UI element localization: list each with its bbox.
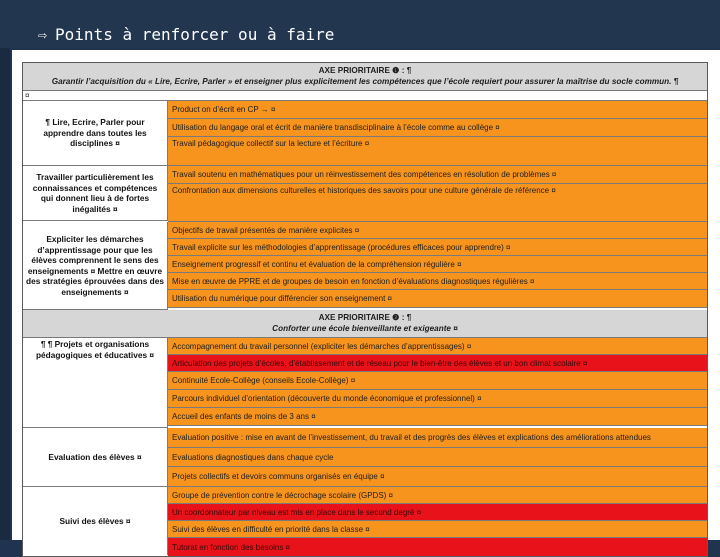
table-row: Groupe de prévention contre le décrochage scolaire (GPDS) ¤ bbox=[168, 487, 707, 504]
table-row: Utilisation du langage oral et écrit de manière transdisciplinaire à l’école comme au collège ¤ bbox=[168, 119, 707, 137]
axe1-group-3 bbox=[23, 222, 707, 310]
axe2-subtitle: Conforter une école bienveillante et exigeante ¤ bbox=[272, 324, 458, 333]
table-row: Tutorat en fonction des besoins ¤ bbox=[168, 538, 707, 556]
table-row: Evaluations diagnostiques dans chaque cycle bbox=[168, 448, 707, 467]
slide-heading bbox=[38, 24, 334, 46]
axe2-group-2 bbox=[23, 428, 707, 487]
axe1-group-1-label: ¶ Lire, Ecrire, Parler pour apprendre dans toutes les disciplines ¤ bbox=[23, 101, 168, 166]
table-row: Parcours individuel d’orientation (découverte du monde économique et professionnel) ¤ bbox=[168, 390, 707, 408]
table-row: Travail explicite sur les méthodologies d’apprentissage (procédures efficaces pour apprendre) ¤ bbox=[168, 239, 707, 256]
table-row: Evaluation positive : mise en avant de l’investissement, du travail et des progrès des élèves et explications des améliorations attendues bbox=[168, 428, 707, 448]
table-row: Accueil des enfants de moins de 3 ans ¤ bbox=[168, 408, 707, 426]
priority-table bbox=[22, 62, 708, 557]
axe1-separator: ¤ bbox=[23, 91, 707, 101]
left-border bbox=[0, 48, 10, 540]
table-row: Mise en œuvre de PPRE et de groupes de besoin en fonction d’évaluations diagnostiques régulières ¤ bbox=[168, 273, 707, 290]
axe2-group-1 bbox=[23, 338, 707, 428]
table-row: Articulation des projets d’écoles, d’établissement et de réseau pour le bien-être des élèves et un bon climat scolaire ¤ bbox=[168, 355, 707, 372]
table-row: Travail pédagogique collectif sur la lecture et l’écriture ¤ bbox=[168, 137, 707, 166]
axe2-group-3 bbox=[23, 487, 707, 556]
arrow-icon: ⇨ bbox=[38, 26, 48, 44]
slide-title: Points à renforcer ou à faire bbox=[55, 25, 335, 44]
table-row: Objectifs de travail présentés de manière explicites ¤ bbox=[168, 222, 707, 239]
table-row: Projets collectifs et devoirs communs organisés en équipe ¤ bbox=[168, 467, 707, 487]
table-row: Suivi des élèves en difficulté en priorité dans la classe ¤ bbox=[168, 521, 707, 538]
axe2-group-1-label: ¶ ¶ Projets et organisations pédagogiques et éducatives ¤ bbox=[23, 338, 168, 428]
axe1-group-2-label: Travailler particulièrement les connaissances et compétences qui donnent lieu à de fortes inégalités ¤ bbox=[23, 166, 168, 221]
table-row: Product on d’écrit en CP → ¤ bbox=[168, 101, 707, 119]
axe1-title: AXE PRIORITAIRE ❶ : ¶ bbox=[318, 66, 412, 75]
table-row: Confrontation aux dimensions culturelles et historiques des savoirs pour une culture générale de référence ¤ bbox=[168, 184, 707, 222]
axe2-group-2-label: Evaluation des élèves ¤ bbox=[23, 428, 168, 487]
axe1-group-1 bbox=[23, 101, 707, 166]
table-row: Accompagnement du travail personnel (expliciter les démarches d’apprentissages) ¤ bbox=[168, 338, 707, 355]
axe1-subtitle: Garantir l’acquisition du « Lire, Ecrire, Parler » et enseigner plus explicitement les compétences que l’école requiert pour assurer la maîtrise du socle commun. ¶ bbox=[51, 77, 679, 86]
table-row: Continuité Ecole-Collège (conseils Ecole-Collège) ¤ bbox=[168, 372, 707, 390]
slide-content bbox=[12, 50, 720, 552]
axe1-header bbox=[23, 63, 707, 91]
axe2-title: AXE PRIORITAIRE ❷ : ¶ bbox=[318, 313, 412, 322]
table-row: Un coordonnateur par niveau est mis en place dans le second degré ¤ bbox=[168, 504, 707, 521]
table-row: Utilisation du numérique pour différencier son enseignement ¤ bbox=[168, 290, 707, 308]
table-row: Travail soutenu en mathématiques pour un réinvestissement des compétences en résolution de problèmes ¤ bbox=[168, 166, 707, 184]
axe1-group-2 bbox=[23, 166, 707, 222]
axe2-header bbox=[23, 310, 707, 338]
axe2-group-3-label: Suivi des élèves ¤ bbox=[23, 487, 168, 555]
table-row: Enseignement progressif et continu et évaluation de la compréhension régulière ¤ bbox=[168, 256, 707, 273]
axe1-group-3-label: Expliciter les démarches d’apprentissage pour que les élèves comprennent le sens des enseignements ¤ Mettre en œuvre des stratégies éprouvées dans des enseignements ¤ bbox=[23, 222, 168, 310]
